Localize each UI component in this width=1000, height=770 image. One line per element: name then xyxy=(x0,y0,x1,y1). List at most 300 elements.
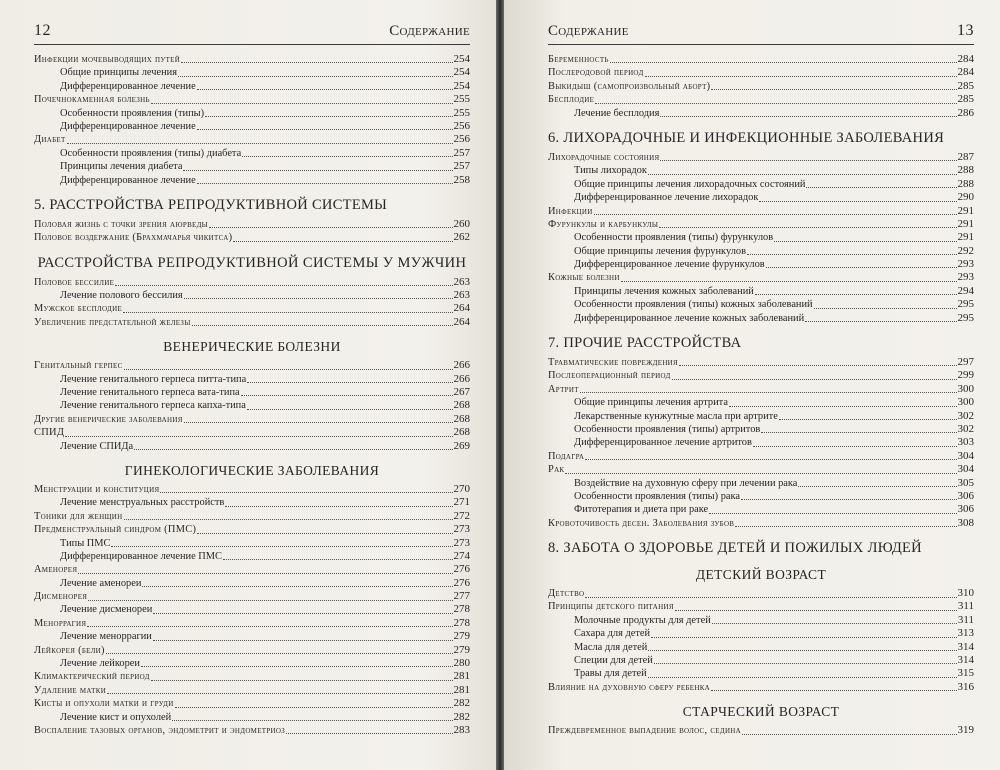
toc-entry-title: Дифференцированное лечение xyxy=(60,174,196,186)
dot-leader xyxy=(225,505,452,507)
dot-leader xyxy=(645,75,957,77)
toc-subentry[interactable] xyxy=(548,285,974,298)
dot-leader xyxy=(184,297,453,299)
toc-subentry[interactable] xyxy=(34,657,470,670)
toc-entry-page: 268 xyxy=(453,426,470,439)
toc-entry-title: Общие принципы лечения лихорадочных состояний xyxy=(574,178,806,190)
toc-entry-page: 279 xyxy=(453,630,470,643)
toc-entry-page: 272 xyxy=(453,509,470,522)
toc-entry-title: Лейкорея (бели) xyxy=(34,644,105,656)
toc-entry-page: 266 xyxy=(453,359,470,372)
toc-entry-page: 264 xyxy=(453,315,470,328)
dot-leader xyxy=(651,636,956,638)
toc-entry-page: 257 xyxy=(453,146,470,159)
toc-entry[interactable] xyxy=(34,426,470,439)
dot-leader xyxy=(241,394,453,396)
toc-entry-title: Особенности проявления (типы) артритов xyxy=(574,423,761,435)
toc-entry[interactable] xyxy=(548,80,974,93)
toc-subentry[interactable] xyxy=(548,107,974,120)
dot-leader xyxy=(648,676,957,678)
dot-leader xyxy=(755,293,957,295)
toc-entry-page: 299 xyxy=(957,369,974,382)
dot-leader xyxy=(247,408,453,410)
toc-entry[interactable] xyxy=(34,617,470,630)
dot-leader xyxy=(660,159,956,161)
toc-subentry[interactable] xyxy=(548,178,974,191)
section-heading: 8. ЗАБОТА О ЗДОРОВЬЕ ДЕТЕЙ И ПОЖИЛЫХ ЛЮДЕЙ xyxy=(548,540,922,557)
toc-subentry[interactable] xyxy=(34,80,470,93)
toc-subentry[interactable] xyxy=(548,410,974,423)
toc-entry[interactable] xyxy=(34,483,470,496)
toc-subentry[interactable] xyxy=(548,396,974,409)
toc-entry-page: 263 xyxy=(453,275,470,288)
toc-entry-title: Подагра xyxy=(548,450,585,462)
dot-leader xyxy=(242,155,452,157)
toc-subentry[interactable] xyxy=(34,373,470,386)
toc-entry-page: 306 xyxy=(957,503,974,516)
toc-entry-title: Лекарственные кунжутные масла при артрите xyxy=(574,410,778,422)
dot-leader xyxy=(197,128,453,130)
dot-leader xyxy=(595,102,956,104)
toc-entry-title: Специи для детей xyxy=(574,655,653,667)
toc-entry-page: 280 xyxy=(453,657,470,670)
toc-subentry[interactable] xyxy=(34,440,470,453)
dot-leader xyxy=(134,448,452,450)
toc-subentry[interactable] xyxy=(34,174,470,187)
toc-entry-page: 316 xyxy=(957,680,974,693)
toc-entry[interactable] xyxy=(34,510,470,523)
dot-leader xyxy=(192,324,453,326)
toc-entry[interactable] xyxy=(548,383,974,396)
toc-entry-page: 311 xyxy=(957,613,974,626)
toc-entry[interactable] xyxy=(548,218,974,231)
toc-entry[interactable] xyxy=(548,151,974,164)
toc-entry-page: 284 xyxy=(957,52,974,65)
toc-entry-title: Дифференцированное лечение фурункулов xyxy=(574,259,765,271)
toc-subentry[interactable] xyxy=(34,577,470,590)
toc-entry[interactable] xyxy=(548,93,974,106)
toc-entry-title: Лечение лейкореи xyxy=(60,658,140,670)
dot-leader xyxy=(675,609,957,611)
toc-entry-page: 255 xyxy=(453,106,470,119)
toc-entry-page: 295 xyxy=(957,298,974,311)
page-number-right: 13 xyxy=(957,22,974,39)
running-title-left: Содержание xyxy=(389,23,470,39)
toc-entry-page: 254 xyxy=(453,52,470,65)
dot-leader xyxy=(123,311,452,313)
toc-entry-title: Общие принципы лечения xyxy=(60,67,177,79)
dot-leader xyxy=(111,545,452,547)
dot-leader xyxy=(65,435,452,437)
toc-entry-page: 288 xyxy=(957,177,974,190)
toc-subentry[interactable] xyxy=(548,503,974,516)
toc-subentry[interactable] xyxy=(548,164,974,177)
toc-entry-title: Влияние на духовную сферу ребенка xyxy=(548,681,711,693)
toc-entry[interactable] xyxy=(548,369,974,382)
dot-leader xyxy=(141,665,453,667)
dot-leader xyxy=(247,381,452,383)
toc-subentry[interactable] xyxy=(34,289,470,302)
toc-entry-page: 278 xyxy=(453,603,470,616)
toc-entry-title: Особенности проявления (типы) диабета xyxy=(60,147,242,159)
toc-entry[interactable] xyxy=(34,684,470,697)
toc-entry-title: Воздействие на духовную сферу при лечении рака xyxy=(574,477,798,489)
toc-entry[interactable] xyxy=(34,93,470,106)
toc-subentry[interactable] xyxy=(548,436,974,449)
toc-entry-page: 268 xyxy=(453,412,470,425)
toc-entry-page: 273 xyxy=(453,523,470,536)
toc-entry-page: 281 xyxy=(453,683,470,696)
toc-entry-title: Дифференцированное лечение ПМС xyxy=(60,550,222,562)
toc-entry-title: Принципы детского питания xyxy=(548,601,674,613)
toc-entry[interactable] xyxy=(34,359,470,372)
toc-subentry[interactable] xyxy=(34,550,470,563)
toc-subentry[interactable] xyxy=(34,399,470,412)
toc-subentry[interactable] xyxy=(34,147,470,160)
toc-entry-page: 278 xyxy=(453,616,470,629)
toc-entry-title: Травматические повреждения xyxy=(548,357,679,369)
toc-entry-title: Лечение аменореи xyxy=(60,577,142,589)
toc-entry-page: 255 xyxy=(453,93,470,106)
toc-entry[interactable] xyxy=(34,302,470,315)
toc-entry-title: Половое бессилие xyxy=(34,276,115,288)
toc-entry[interactable] xyxy=(34,670,470,683)
dot-leader xyxy=(184,421,453,423)
toc-entry-title: Лечение генитального герпеса питта-типа xyxy=(60,373,247,385)
section-heading: 6. ЛИХОРАДОЧНЫЕ И ИНФЕКЦИОННЫЕ ЗАБОЛЕВАНИЯ xyxy=(548,129,945,146)
toc-entry-page: 258 xyxy=(453,173,470,186)
toc-entry-title: Лечение кист и опухолей xyxy=(60,711,172,723)
toc-entry[interactable] xyxy=(34,590,470,603)
dot-leader xyxy=(610,61,957,63)
toc-entry-title: Особенности проявления (типы) рака xyxy=(574,490,741,502)
toc-entry[interactable] xyxy=(34,697,470,710)
dot-leader xyxy=(742,733,956,735)
toc-entry-page: 256 xyxy=(453,119,470,132)
dot-leader xyxy=(761,431,956,433)
dot-leader xyxy=(181,61,452,63)
toc-entry-page: 276 xyxy=(453,563,470,576)
toc-entry-page: 277 xyxy=(453,590,470,603)
toc-entry-title: Дифференцированное лечение xyxy=(60,80,196,92)
toc-entry-page: 264 xyxy=(453,302,470,315)
toc-entry-page: 262 xyxy=(453,231,470,244)
toc-entry-page: 256 xyxy=(453,133,470,146)
dot-leader xyxy=(585,596,956,598)
toc-subentry[interactable] xyxy=(548,490,974,503)
dot-leader xyxy=(87,625,452,627)
toc-entry-page: 295 xyxy=(957,311,974,324)
toc-entry-title: Половая жизнь с точки зрения аюрведы xyxy=(34,218,209,230)
toc-subentry[interactable] xyxy=(34,537,470,550)
toc-entry-page: 313 xyxy=(957,627,974,640)
section-heading: СТАРЧЕСКИЙ ВОЗРАСТ xyxy=(682,704,840,720)
dot-leader xyxy=(654,662,957,664)
toc-entry-title: Кровоточивость десен. Заболевания зубов xyxy=(548,517,735,529)
toc-entry[interactable] xyxy=(548,601,974,614)
toc-entry[interactable] xyxy=(548,681,974,694)
toc-entry-page: 290 xyxy=(957,191,974,204)
dot-leader xyxy=(67,142,453,144)
dot-leader xyxy=(712,622,957,624)
toc-entry-page: 311 xyxy=(957,600,974,613)
toc-entry-title: Детство xyxy=(548,588,585,600)
toc-entry-page: 274 xyxy=(453,549,470,562)
toc-subentry[interactable] xyxy=(34,386,470,399)
toc-entry-title: Меноррагия xyxy=(34,617,87,629)
running-header-right xyxy=(548,22,974,45)
toc-entry-title: Особенности проявления (типы) xyxy=(60,107,205,119)
toc-entry-page: 283 xyxy=(453,724,470,736)
toc-entry-title: Особенности проявления (типы) кожных заболеваний xyxy=(574,299,813,311)
toc-entry-title: Дифференцированное лечение xyxy=(60,120,196,132)
toc-entry[interactable] xyxy=(548,517,974,530)
toc-entry[interactable] xyxy=(34,53,470,66)
toc-entry-page: 293 xyxy=(957,271,974,284)
toc-entry[interactable] xyxy=(34,413,470,426)
toc-entry-title: Дифференцированное лечение лихорадок xyxy=(574,192,759,204)
toc-entry-page: 302 xyxy=(957,422,974,435)
toc-subentry[interactable] xyxy=(34,711,470,724)
toc-entry-page: 271 xyxy=(453,496,470,509)
toc-entry[interactable] xyxy=(548,724,974,737)
dot-leader xyxy=(580,391,957,393)
dot-leader xyxy=(233,240,452,242)
toc-entry-title: Лихорадочные состояния xyxy=(548,151,660,163)
toc-entry-page: 291 xyxy=(957,217,974,230)
toc-entry-title: Лечение полового бессилия xyxy=(60,290,183,302)
toc-subentry[interactable] xyxy=(34,496,470,509)
dot-leader xyxy=(711,689,956,691)
toc-entry-page: 306 xyxy=(957,489,974,502)
toc-entry-page: 281 xyxy=(453,670,470,683)
toc-entry-title: Почечнокаменная болезнь xyxy=(34,94,150,106)
toc-entry-page: 285 xyxy=(957,93,974,106)
toc-entry[interactable] xyxy=(548,463,974,476)
toc-entry[interactable] xyxy=(548,587,974,600)
toc-subentry[interactable] xyxy=(548,423,974,436)
toc-entry-title: Удаление матки xyxy=(34,684,107,696)
dot-leader xyxy=(151,679,453,681)
toc-entry[interactable] xyxy=(548,356,974,369)
right-page xyxy=(504,0,1000,770)
toc-entry-page: 267 xyxy=(453,386,470,399)
toc-subentry[interactable] xyxy=(548,477,974,490)
dot-leader xyxy=(798,485,956,487)
toc-entry[interactable] xyxy=(34,276,470,289)
section-heading: 5. РАССТРОЙСТВА РЕПРОДУКТИВНОЙ СИСТЕМЫ xyxy=(34,196,388,213)
toc-subentry[interactable] xyxy=(548,231,974,244)
toc-subentry[interactable] xyxy=(34,604,470,617)
toc-entry[interactable] xyxy=(34,133,470,146)
toc-subentry[interactable] xyxy=(548,258,974,271)
toc-entry-title: Лечение генитального герпеса капха-типа xyxy=(60,400,246,412)
toc-subentry[interactable] xyxy=(548,654,974,667)
toc-entry[interactable] xyxy=(34,724,470,737)
toc-entry-page: 282 xyxy=(453,710,470,723)
toc-entry-title: Половое воздержание (Брахмачарья чикитса) xyxy=(34,232,233,244)
toc-entry-page: 302 xyxy=(957,409,974,422)
toc-entry-title: Типы ПМС xyxy=(60,537,111,549)
dot-leader xyxy=(814,307,957,309)
toc-entry-page: 286 xyxy=(957,106,974,119)
toc-entry-page: 254 xyxy=(453,79,470,92)
toc-entry[interactable] xyxy=(548,205,974,218)
toc-entry-title: Фурункулы и карбункулы xyxy=(548,218,659,230)
toc-entry-title: Аменорея xyxy=(34,564,78,576)
toc-entry[interactable] xyxy=(548,53,974,66)
toc-subentry[interactable] xyxy=(548,245,974,258)
toc-entry[interactable] xyxy=(548,450,974,463)
dot-leader xyxy=(160,491,452,493)
dot-leader xyxy=(286,732,452,734)
toc-entry-page: 282 xyxy=(453,697,470,710)
toc-entry-title: Послеоперационный период xyxy=(548,370,671,382)
toc-subentry[interactable] xyxy=(34,66,470,79)
dot-leader xyxy=(774,240,956,242)
book-gutter xyxy=(496,0,504,770)
toc-subentry[interactable] xyxy=(548,627,974,640)
dot-leader xyxy=(197,532,452,534)
running-title-right: Содержание xyxy=(548,23,629,39)
toc-entry-title: Воспаление тазовых органов, эндометрит и эндометриоз xyxy=(34,725,286,736)
toc-entry[interactable] xyxy=(34,644,470,657)
toc-subentry[interactable] xyxy=(548,298,974,311)
toc-entry-title: Беременность xyxy=(548,53,609,65)
toc-entry-page: 308 xyxy=(957,516,974,529)
toc-entry-page: 304 xyxy=(957,463,974,476)
left-page xyxy=(0,0,496,770)
dot-leader xyxy=(78,572,452,574)
toc-entry-page: 285 xyxy=(957,79,974,92)
toc-subentry[interactable] xyxy=(34,120,470,133)
toc-entry-page: 254 xyxy=(453,66,470,79)
toc-entry-title: Менструации и конституция xyxy=(34,483,160,495)
toc-entry-page: 263 xyxy=(453,289,470,302)
toc-entry-title: Другие венерические заболевания xyxy=(34,413,183,425)
toc-entry-title: Лечение дисменореи xyxy=(60,604,153,616)
toc-entry-page: 315 xyxy=(957,667,974,680)
toc-entry[interactable] xyxy=(34,218,470,231)
dot-leader xyxy=(565,472,956,474)
toc-entry-page: 314 xyxy=(957,654,974,667)
toc-entry-title: Инфекции xyxy=(548,205,593,217)
dot-leader xyxy=(735,525,956,527)
dot-leader xyxy=(766,266,957,268)
toc-entry-page: 288 xyxy=(957,164,974,177)
toc-entry-title: Бесплодие xyxy=(548,94,595,106)
toc-subentry[interactable] xyxy=(34,630,470,643)
toc-entry-page: 305 xyxy=(957,476,974,489)
dot-leader xyxy=(124,518,453,520)
toc-entry[interactable] xyxy=(34,523,470,536)
toc-entry-page: 300 xyxy=(957,382,974,395)
toc-entry[interactable] xyxy=(548,66,974,79)
dot-leader xyxy=(729,405,957,407)
toc-entry[interactable] xyxy=(34,231,470,244)
toc-subentry[interactable] xyxy=(548,191,974,204)
toc-entry-page: 297 xyxy=(957,356,974,369)
toc-entry-page: 270 xyxy=(453,482,470,495)
toc-entry-title: Дифференцированное лечение артритов xyxy=(574,437,752,449)
toc-entry-title: Послеродовой период xyxy=(548,67,644,79)
dot-leader xyxy=(711,88,956,90)
dot-leader xyxy=(648,173,957,175)
dot-leader xyxy=(585,458,956,460)
section-heading: 7. ПРОЧИЕ РАССТРОЙСТВА xyxy=(548,335,742,352)
toc-entry-page: 304 xyxy=(957,449,974,462)
toc-entry-title: СПИД xyxy=(34,427,65,439)
toc-entry-title: Инфекции мочевыводящих путей xyxy=(34,53,181,65)
dot-leader xyxy=(124,368,453,370)
dot-leader xyxy=(197,182,453,184)
toc-entry-title: Диабет xyxy=(34,134,66,146)
dot-leader xyxy=(172,719,452,721)
toc-entry-title: Кожные болезни xyxy=(548,272,620,284)
dot-leader xyxy=(183,169,452,171)
toc-entry-page: 294 xyxy=(957,284,974,297)
toc-entry-title: Типы лихорадок xyxy=(574,165,647,177)
dot-leader xyxy=(197,88,453,90)
dot-leader xyxy=(106,652,453,654)
toc-entry-page: 260 xyxy=(453,217,470,230)
toc-subentry[interactable] xyxy=(548,641,974,654)
toc-entry-title: Фитотерапия и диета при раке xyxy=(574,504,709,516)
dot-leader xyxy=(153,639,453,641)
toc-subentry[interactable] xyxy=(34,160,470,173)
toc-entry-title: Генитальный герпес xyxy=(34,360,123,372)
toc-subentry[interactable] xyxy=(548,667,974,680)
toc-entry-title: Климактерический период xyxy=(34,671,150,683)
dot-leader xyxy=(621,280,957,282)
dot-leader xyxy=(741,498,956,500)
section-heading: ГИНЕКОЛОГИЧЕСКИЕ ЗАБОЛЕВАНИЯ xyxy=(124,462,380,478)
dot-leader xyxy=(223,558,453,560)
toc-subentry[interactable] xyxy=(548,312,974,325)
dot-leader xyxy=(779,418,957,420)
toc-entry-page: 300 xyxy=(957,396,974,409)
dot-leader xyxy=(806,186,956,188)
toc-entry[interactable] xyxy=(548,271,974,284)
toc-entry-title: Кисты и опухоли матки и груди xyxy=(34,698,174,710)
section-heading: ВЕНЕРИЧЕСКИЕ БОЛЕЗНИ xyxy=(163,339,341,355)
toc-entry[interactable] xyxy=(34,563,470,576)
toc-entry-page: 287 xyxy=(957,150,974,163)
page-number-left: 12 xyxy=(34,22,51,39)
dot-leader xyxy=(805,320,956,322)
toc-entry-page: 284 xyxy=(957,66,974,79)
toc-entry-page: 266 xyxy=(453,372,470,385)
toc-entry-title: Мужское бесплодие xyxy=(34,303,123,315)
dot-leader xyxy=(115,284,452,286)
toc-entry-title: Рак xyxy=(548,464,565,476)
dot-leader xyxy=(659,226,956,228)
toc-entry-title: Увеличение предстательной железы xyxy=(34,316,191,328)
toc-entry-title: Особенности проявления (типы) фурункулов xyxy=(574,232,774,244)
toc-entry-title: Дисменорея xyxy=(34,591,88,603)
toc-entry-page: 319 xyxy=(957,724,974,737)
toc-subentry[interactable] xyxy=(548,614,974,627)
dot-leader xyxy=(205,115,452,117)
toc-entry-title: Лечение генитального герпеса вата-типа xyxy=(60,387,240,399)
toc-entry-page: 292 xyxy=(957,244,974,257)
toc-entry-title: Лечение СПИДа xyxy=(60,440,134,452)
toc-subentry[interactable] xyxy=(34,107,470,120)
toc-entry[interactable] xyxy=(34,316,470,329)
dot-leader xyxy=(660,115,956,117)
dot-leader xyxy=(178,75,453,77)
toc-entry-title: Общие принципы лечения фурункулов xyxy=(574,245,746,257)
